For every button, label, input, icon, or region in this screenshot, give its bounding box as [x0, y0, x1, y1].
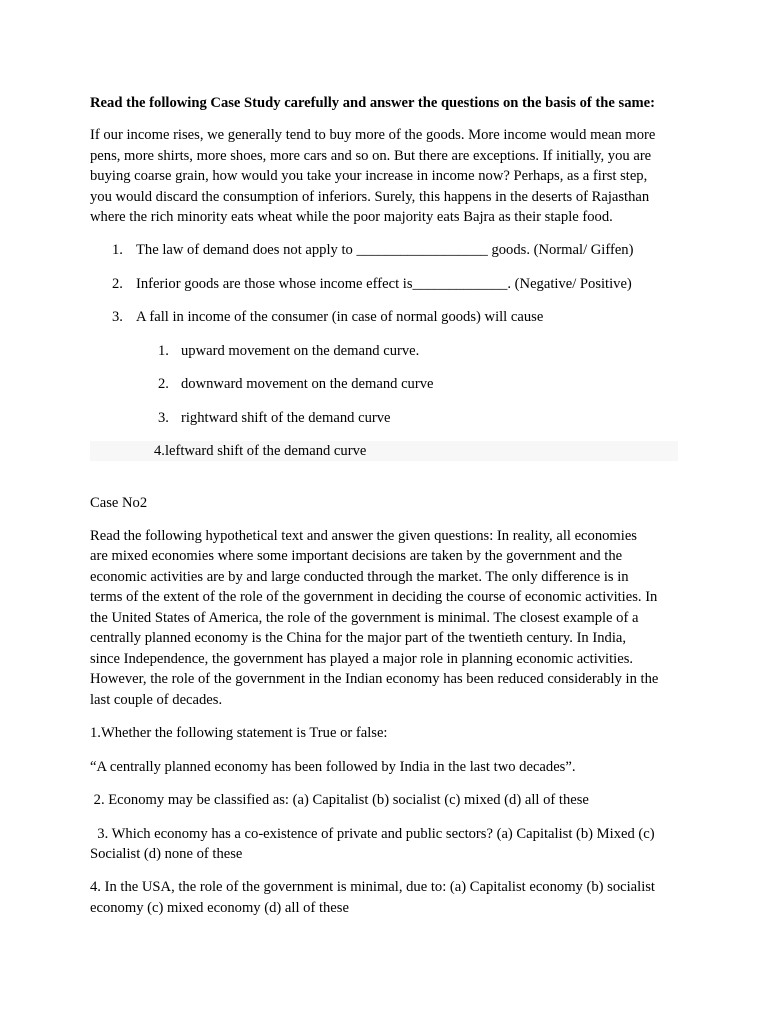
- case1-paragraph-line: where the rich minority eats wheat while the poor majority eats Bajra as their staple food.: [90, 209, 613, 225]
- option-number: 2.: [158, 376, 169, 392]
- case2-paragraph-line: centrally planned economy is the China for the major part of the twentieth century. In India,: [90, 630, 627, 646]
- option-number: 3.: [158, 410, 169, 426]
- case2-paragraph-line: last couple of decades.: [90, 692, 223, 708]
- option-number: 1.: [158, 343, 169, 359]
- case2-paragraph-line: Read the following hypothetical text and answer the given questions: In reality, all economies: [90, 528, 637, 544]
- case2-question: Socialist (d) none of these: [90, 846, 243, 862]
- case2-question: 1.Whether the following statement is True or false:: [90, 725, 388, 741]
- question-number: 1.: [112, 242, 123, 258]
- case2-paragraph-line: economic activities are by and large conducted through the market. The only difference is in: [90, 569, 629, 585]
- question-number: 2.: [112, 276, 123, 292]
- question-text: The law of demand does not apply to __________________ goods. (Normal/ Giffen): [136, 242, 634, 258]
- case1-paragraph-line: If our income rises, we generally tend to buy more of the goods. More income would mean more: [90, 127, 656, 143]
- case2-paragraph-line: However, the role of the government in the Indian economy has been reduced considerably in the: [90, 671, 659, 687]
- question-number: 3.: [112, 309, 123, 325]
- case1-paragraph-line: buying coarse grain, how would you take your increase in income now? Perhaps, as a first step,: [90, 168, 648, 184]
- option-text: rightward shift of the demand curve: [181, 410, 391, 426]
- case2-paragraph-line: are mixed economies where some important decisions are taken by the government and the: [90, 548, 623, 564]
- case2-paragraph-line: terms of the extent of the role of the government in deciding the course of economic activities. In: [90, 589, 658, 605]
- case2-paragraph-line: the United States of America, the role of the government is minimal. The closest example of a: [90, 610, 639, 626]
- case1-heading: Read the following Case Study carefully and answer the questions on the basis of the same:: [90, 95, 656, 111]
- option-text: 4.leftward shift of the demand curve: [154, 443, 367, 459]
- case2-question: 2. Economy may be classified as: (a) Capitalist (b) socialist (c) mixed (d) all of these: [90, 792, 589, 808]
- case1-paragraph-line: you would discard the consumption of inferiors. Surely, this happens in the deserts of Rajasthan: [90, 189, 650, 205]
- option-text: downward movement on the demand curve: [181, 376, 434, 392]
- case2-title: Case No2: [90, 495, 148, 511]
- case1-paragraph-line: pens, more shirts, more shoes, more cars and so on. But there are exceptions. If initially, you are: [90, 148, 652, 164]
- question-text: A fall in income of the consumer (in case of normal goods) will cause: [136, 309, 544, 325]
- case2-question: 4. In the USA, the role of the government is minimal, due to: (a) Capitalist economy (b) socialist: [90, 879, 655, 895]
- case2-question: 3. Which economy has a co-existence of private and public sectors? (a) Capitalist (b) Mixed (c): [90, 826, 655, 842]
- question-text: Inferior goods are those whose income effect is_____________. (Negative/ Positive): [136, 276, 632, 292]
- case2-statement: “A centrally planned economy has been followed by India in the last two decades”.: [90, 759, 576, 775]
- case2-paragraph-line: since Independence, the government has played a major role in planning economic activities.: [90, 651, 634, 667]
- option-text: upward movement on the demand curve.: [181, 343, 420, 359]
- case2-question: economy (c) mixed economy (d) all of these: [90, 900, 349, 916]
